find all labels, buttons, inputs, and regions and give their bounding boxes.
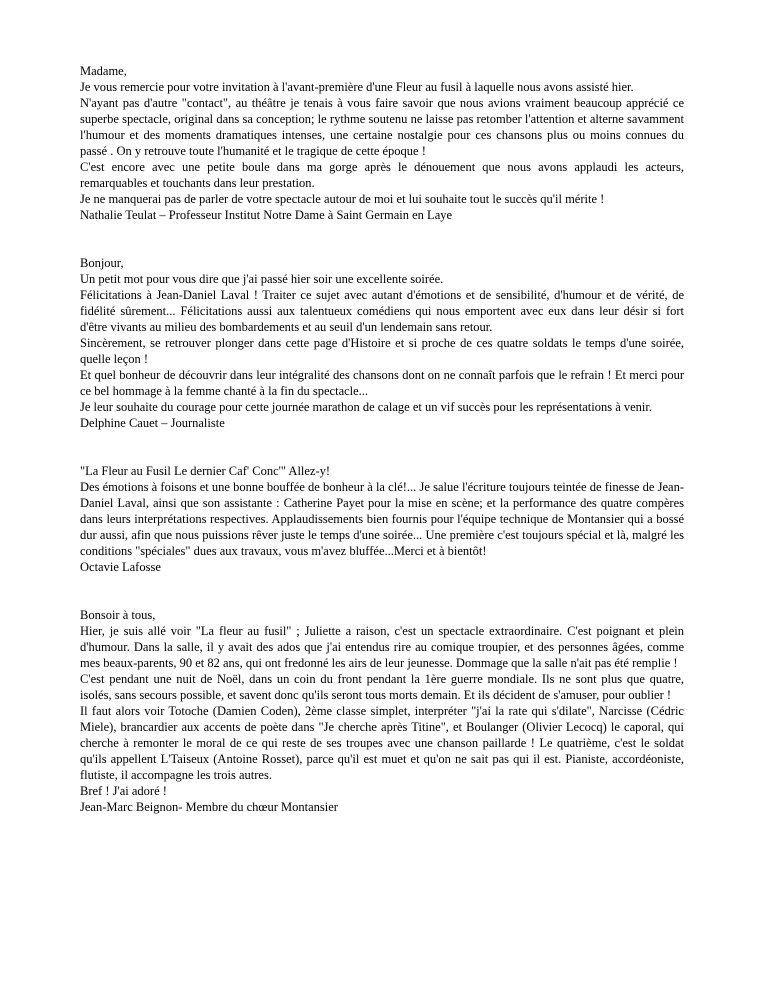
paragraph: Madame, xyxy=(80,64,127,78)
document-page xyxy=(80,63,684,815)
paragraph: Sincèrement, se retrouver plonger dans cette page d'Histoire et si proche de ces quatre soldats le temps d'une soirée, quelle leçon ! xyxy=(80,336,684,366)
paragraph: Hier, je suis allé voir "La fleur au fusil" ; Juliette a raison, c'est un spectacle extraordinaire. C'est poignant et plein d'humour. Dans la salle, il y avait des ados que j'ai entendus rire au comique troupier, et des personnes âgées, comme mes beaux-parents, 90 et 82 ans, qui ont fredonné les airs de leur jeunesse. Dommage que la salle n'ait pas été remplie ! xyxy=(80,624,684,670)
paragraph: N'ayant pas d'autre "contact", au théâtre je tenais à vous faire savoir que nous avions vraiment beaucoup apprécié ce superbe spectacle, original dans sa conception; le rythme soutenu ne laisse pas retomber l'attention et alterne savamment l'humour et des moments dramatiques intenses, une certaine nostalgie pour ces chansons plus ou moins connues du passé . On y retrouve toute l'humanité et le tragique de cette époque ! xyxy=(80,96,684,158)
signature: Delphine Cauet – Journaliste xyxy=(80,416,225,430)
paragraph: Je leur souhaite du courage pour cette journée marathon de calage et un vif succès pour les représentations à venir. xyxy=(80,400,652,414)
paragraph: C'est encore avec une petite boule dans ma gorge après le dénouement que nous avons applaudi les acteurs, remarquables et touchants dans leur prestation. xyxy=(80,160,684,190)
paragraph: Bonsoir à tous, xyxy=(80,608,156,622)
paragraph: C'est pendant une nuit de Noël, dans un coin du front pendant la 1ère guerre mondiale. Ils ne sont plus que quatre, isolés, sans secours possible, et savent donc qu'ils seront tous morts demain. Et ils décident de s'amuser, pour oublier ! xyxy=(80,672,684,702)
paragraph: "La Fleur au Fusil Le dernier Caf' Conc'" Allez-y! xyxy=(80,464,331,478)
paragraph: Bonjour, xyxy=(80,256,124,270)
paragraph: Un petit mot pour vous dire que j'ai passé hier soir une excellente soirée. xyxy=(80,272,444,286)
signature: Octavie Lafosse xyxy=(80,560,161,574)
paragraph: Des émotions à foisons et une bonne bouffée de bonheur à la clé!... Je salue l'écriture toujours teintée de finesse de Jean-Daniel Laval, ainsi que son assistante : Catherine Payet pour la mise en scène; et la performance des quatre compères dans leurs interprétations respectives. Applaudissements bien fournis pour l'équipe technique de Montansier qui a bossé dur aussi, afin que nous puissions rêver juste le temps d'une soirée... Une première c'est toujours spécial et là, malgré les conditions "spéciales" dues aux travaux, vous m'avez bluffée...Merci et à bientôt! xyxy=(80,480,684,558)
paragraph: Il faut alors voir Totoche (Damien Coden), 2ème classe simplet, interpréter "j'ai la rate qui s'dilate", Narcisse (Cédric Miele), brancardier aux accents de poète dans "Je cherche après Titine", et Boulanger (Olivier Lecocq) le caporal, qui cherche à remonter le moral de ce qui reste de ses troupes avec une chanson paillarde ! Le quatrième, c'est le soldat qu'ils appellent L'Taiseux (Antoine Rosset), parce qu'il est muet et qu'on ne sait pas qui il est. Pianiste, accordéoniste, flutiste, il accompagne les trois autres. xyxy=(80,704,684,782)
paragraph: Félicitations à Jean-Daniel Laval ! Traiter ce sujet avec autant d'émotions et de sensibilité, d'humour et de vérité, de fidélité sûrement... Félicitations aussi aux talentueux comédiens qui nous emportent avec eux dans leur désir si fort d'être vivants au milieu des bombardements et au seuil d'un lendemain sans retour. xyxy=(80,288,684,334)
letter-beignon xyxy=(80,607,684,815)
signature: Jean-Marc Beignon- Membre du chœur Montansier xyxy=(80,800,338,814)
paragraph: Bref ! J'ai adoré ! xyxy=(80,784,167,798)
paragraph: Je ne manquerai pas de parler de votre spectacle autour de moi et lui souhaite tout le succès qu'il mérite ! xyxy=(80,192,605,206)
paragraph: Et quel bonheur de découvrir dans leur intégralité des chansons dont on ne connaît parfois que le refrain ! Et merci pour ce bel hommage à la femme chanté à la fin du spectacle... xyxy=(80,368,684,398)
letter-teulat xyxy=(80,63,684,223)
letter-lafosse xyxy=(80,463,684,575)
signature: Nathalie Teulat – Professeur Institut Notre Dame à Saint Germain en Laye xyxy=(80,208,453,222)
paragraph: Je vous remercie pour votre invitation à l'avant-première d'une Fleur au fusil à laquelle nous avons assisté hier. xyxy=(80,80,634,94)
letter-cauet xyxy=(80,255,684,431)
